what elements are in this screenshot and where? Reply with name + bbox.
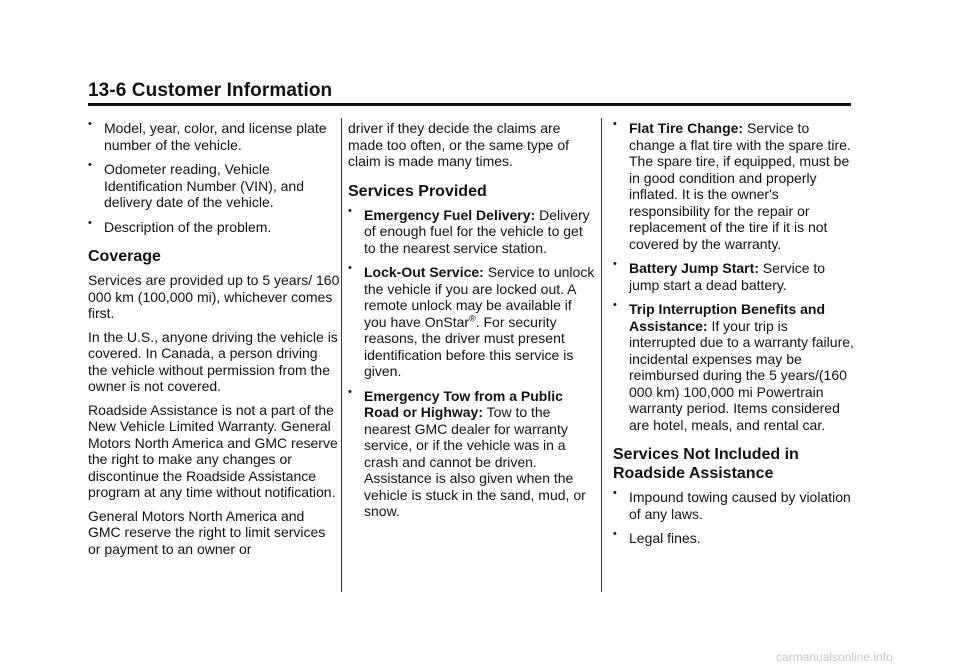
info-list xyxy=(88,120,340,235)
column-divider xyxy=(341,118,342,592)
paragraph: General Motors North America and GMC reserve the right to limit services or payment to an owner or xyxy=(88,507,326,557)
services-provided-heading: Services Provided xyxy=(348,182,487,200)
item-text: Service to jump start a dead battery. xyxy=(629,260,826,293)
column-3 xyxy=(613,120,855,555)
item-label: Emergency Tow from a Public Road or Highway: xyxy=(364,387,563,420)
list-item: • Impound towing caused by violation of any laws. xyxy=(613,489,855,522)
item-text: If your trip is interrupted due to a warranty failure, incidental expenses may be reimbursed during the 5 years/(160 000 km) 100,000 mi Powertrain warranty period. Items considered are hotel, meals, and rental car. xyxy=(629,317,854,433)
paragraph: driver if they decide the claims are made too often, or the same type of claim is made many times. xyxy=(348,120,570,169)
services-not-included-heading: Services Not Included in Roadside Assistance xyxy=(613,446,799,482)
header-rule xyxy=(88,103,851,106)
column-1 xyxy=(88,120,340,564)
list-item xyxy=(348,388,598,520)
list-item xyxy=(613,301,855,433)
column-2 xyxy=(348,120,598,528)
registered-mark: ® xyxy=(469,312,476,323)
item-label: Battery Jump Start: xyxy=(629,260,759,276)
item-text: Tow to the nearest GMC dealer for warranty service, or if the vehicle was in a crash and cannot be driven. Assistance is also given when the vehicle is stuck in the sand, mud, or snow. xyxy=(364,404,586,519)
list-item: • Odometer reading, Vehicle Identification Number (VIN), and delivery date of the vehicle. xyxy=(88,161,340,211)
item-text: . For security reasons, the driver must present identification before this service is given. xyxy=(364,313,574,379)
paragraph: In the U.S., anyone driving the vehicle is covered. In Canada, a person driving the vehicle without permission from the owner is not covered. xyxy=(88,328,338,394)
item-label: Lock-Out Service: xyxy=(364,264,484,280)
list-item xyxy=(613,260,855,293)
list-item xyxy=(348,264,598,380)
item-text: Delivery of enough fuel for the vehicle to get to the nearest service station. xyxy=(364,206,590,256)
list-item: • Model, year, color, and license plate number of the vehicle. xyxy=(88,120,340,153)
list-item: • Description of the problem. xyxy=(88,219,340,236)
item-text: Service to change a flat tire with the spare tire. The spare tire, if equipped, must be in good condition and properly inflated. It is the owner's responsibility for the repair or replacement of the tire if it is not covered by the warranty. xyxy=(629,120,851,252)
list-item xyxy=(613,120,855,252)
paragraph: Roadside Assistance is not a part of the New Vehicle Limited Warranty. General Motors North America and GMC reserve the right to make any changes or discontinue the Roadside Assistance program at any time without notification. xyxy=(88,401,338,500)
paragraph: Services are provided up to 5 years/ 160 000 km (100,000 mi), whichever comes first. xyxy=(88,272,340,321)
list-item xyxy=(348,207,598,257)
coverage-heading: Coverage xyxy=(88,248,161,265)
item-label: Emergency Fuel Delivery: xyxy=(364,206,536,223)
exclusions-list xyxy=(613,489,855,547)
item-label: Flat Tire Change: xyxy=(629,120,744,136)
services-list xyxy=(348,207,598,520)
services-list xyxy=(613,120,855,433)
item-label: Trip Interruption Benefits and Assistance: xyxy=(629,301,826,334)
column-divider xyxy=(601,118,602,592)
list-item: • Legal fines. xyxy=(613,530,855,547)
page-title: 13-6 Customer Information xyxy=(88,80,333,101)
item-text: Service to unlock the vehicle if you are locked out. A remote unlock may be available if you have OnStar xyxy=(364,264,595,330)
watermark: carmanualsonline.info xyxy=(776,650,893,664)
